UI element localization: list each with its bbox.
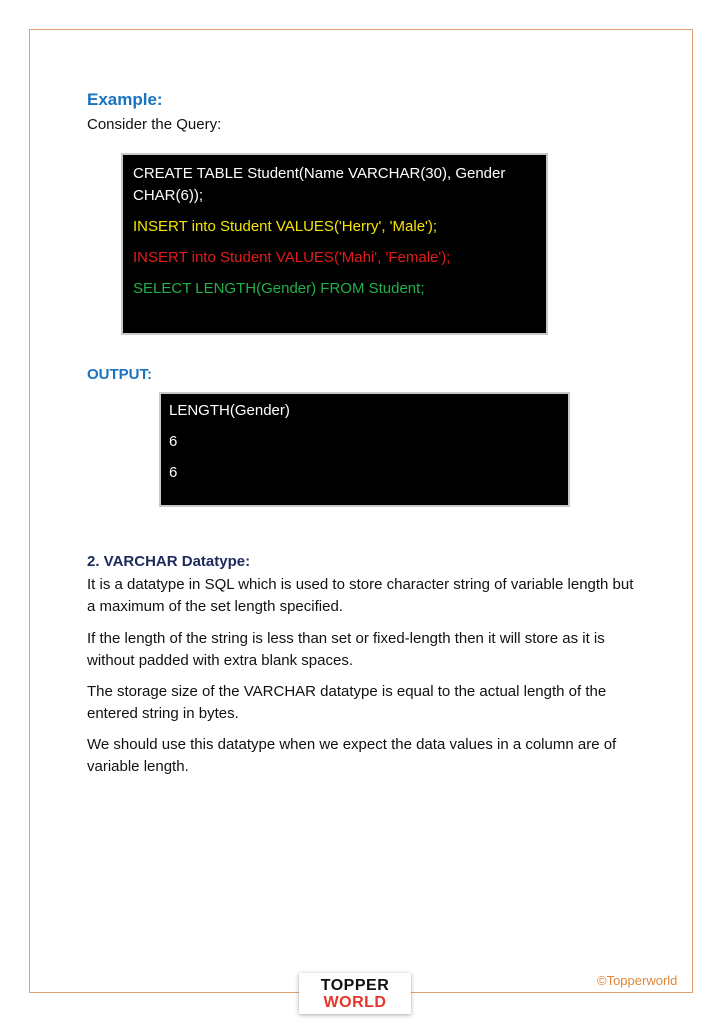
- output-column-header: LENGTH(Gender): [169, 402, 290, 419]
- varchar-section-heading: 2. VARCHAR Datatype:: [87, 553, 251, 570]
- copyright-notice: ©Topperworld: [597, 973, 678, 988]
- logo-text-bottom: WORLD: [323, 994, 387, 1011]
- example-heading: Example:: [87, 90, 163, 109]
- varchar-paragraph: The storage size of the VARCHAR datatype is equal to the actual length of the entered string in bytes.: [87, 683, 607, 722]
- varchar-paragraph: If the length of the string is less than set or fixed-length then it will store as it is without padded with extra blank spaces.: [87, 630, 605, 669]
- query-code-block: [121, 153, 548, 335]
- code-line-select: SELECT LENGTH(Gender) FROM Student;: [133, 280, 425, 297]
- logo-text-top: TOPPER: [320, 977, 390, 994]
- code-line-create: CREATE TABLE Student(Name VARCHAR(30), Gender CHAR(6));: [133, 165, 506, 204]
- varchar-paragraph: It is a datatype in SQL which is used to store character string of variable length but a maximum of the set length specified.: [87, 576, 634, 615]
- output-result-block: [159, 392, 570, 507]
- output-heading: OUTPUT:: [87, 366, 152, 383]
- varchar-paragraph: We should use this datatype when we expect the data values in a column are of variable length.: [87, 736, 617, 775]
- code-line-insert-1: INSERT into Student VALUES('Herry', 'Male');: [133, 218, 438, 235]
- output-row: 6: [169, 464, 178, 481]
- example-intro: Consider the Query:: [87, 116, 222, 133]
- code-line-insert-2: INSERT into Student VALUES('Mahi', 'Female');: [133, 249, 451, 266]
- topperworld-logo: [299, 973, 411, 1014]
- output-row: 6: [169, 433, 178, 450]
